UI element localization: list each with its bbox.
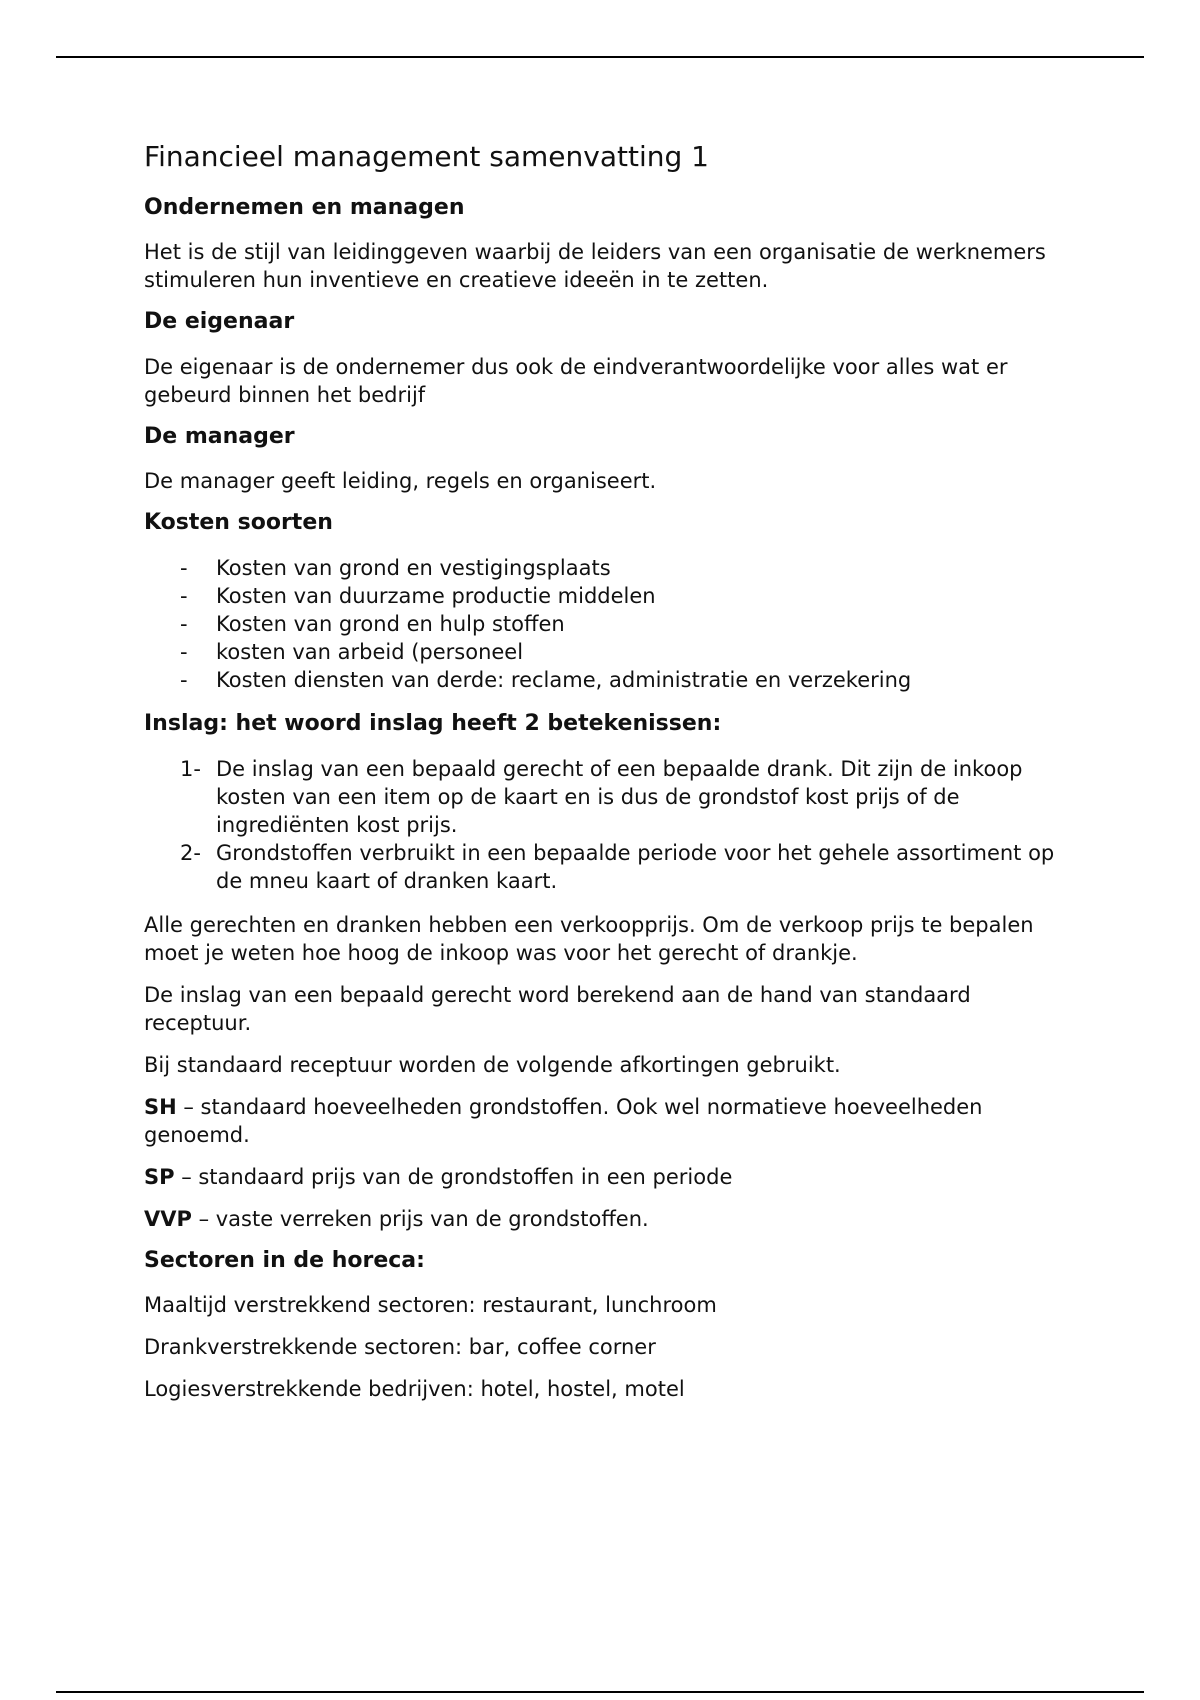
term-definition: – standaard prijs van de grondstoffen in een periode xyxy=(174,1164,733,1189)
list-item-text: Kosten van grond en vestigingsplaats xyxy=(216,555,611,580)
document-title: Financieel management samenvatting 1 xyxy=(144,140,709,173)
document-body xyxy=(144,140,1064,1417)
list-item xyxy=(144,839,1064,895)
list-item-text: De inslag van een bepaald gerecht of een bepaalde drank. Dit zijn de inkoop kosten van een item op de kaart en is dus de grondstof kost prijs of de ingrediënten kost prijs. xyxy=(216,756,1023,837)
term-sp xyxy=(144,1163,1064,1191)
list-number: 1- xyxy=(180,756,201,781)
term-sh xyxy=(144,1093,1064,1149)
list-number: 2- xyxy=(180,840,201,865)
paragraph-manager: De manager geeft leiding, regels en organiseert. xyxy=(144,469,657,494)
term-abbreviation: VVP xyxy=(144,1206,192,1231)
heading-sectoren: Sectoren in de horeca: xyxy=(144,1247,425,1273)
paragraph-eigenaar: De eigenaar is de ondernemer dus ook de eindverantwoordelijke voor alles wat er gebeurd binnen het bedrijf xyxy=(144,354,1008,407)
footer-rule xyxy=(56,1691,1144,1693)
heading-kosten: Kosten soorten xyxy=(144,510,333,536)
paragraph-ondernemen: Het is de stijl van leidinggeven waarbij de leiders van een organisatie de werknemers stimuleren hun inventieve en creatieve ideeën in te zetten. xyxy=(144,240,1046,293)
list-item xyxy=(144,638,1064,666)
bullet-dash: - xyxy=(180,583,188,608)
heading-ondernemen: Ondernemen en managen xyxy=(144,194,465,220)
list-item xyxy=(144,610,1064,638)
sector-line: Logiesverstrekkende bedrijven: hotel, hostel, motel xyxy=(144,1377,685,1402)
kosten-list xyxy=(144,554,1064,694)
header-rule xyxy=(56,56,1144,58)
term-abbreviation: SH xyxy=(144,1094,177,1119)
list-item-text: Kosten van grond en hulp stoffen xyxy=(216,611,565,636)
heading-eigenaar: De eigenaar xyxy=(144,309,295,335)
heading-inslag: Inslag: het woord inslag heeft 2 betekenissen: xyxy=(144,710,722,736)
bullet-dash: - xyxy=(180,639,188,664)
bullet-dash: - xyxy=(180,611,188,636)
heading-manager: De manager xyxy=(144,423,295,449)
sector-line: Maaltijd verstrekkend sectoren: restaurant, lunchroom xyxy=(144,1293,717,1318)
term-definition: – vaste verreken prijs van de grondstoffen. xyxy=(191,1206,649,1231)
list-item-text: Kosten diensten van derde: reclame, administratie en verzekering xyxy=(216,667,912,692)
list-item xyxy=(144,582,1064,610)
term-vvp xyxy=(144,1205,1064,1233)
inslag-list xyxy=(144,755,1064,895)
sector-line: Drankverstrekkende sectoren: bar, coffee corner xyxy=(144,1335,656,1360)
list-item-text: Grondstoffen verbruikt in een bepaalde periode voor het gehele assortiment op de mneu kaart of dranken kaart. xyxy=(216,840,1055,893)
term-abbreviation: SP xyxy=(144,1164,175,1189)
list-item xyxy=(144,554,1064,582)
paragraph-afkortingen: Bij standaard receptuur worden de volgende afkortingen gebruikt. xyxy=(144,1052,841,1077)
paragraph-verkoopprijs: Alle gerechten en dranken hebben een verkoopprijs. Om de verkoop prijs te bepalen moet je weten hoe hoog de inkoop was voor het gerecht of drankje. xyxy=(144,912,1034,965)
list-item xyxy=(144,666,1064,694)
paragraph-receptuur: De inslag van een bepaald gerecht word berekend aan de hand van standaard receptuur. xyxy=(144,982,971,1035)
term-definition: – standaard hoeveelheden grondstoffen. Ook wel normatieve hoeveelheden genoemd. xyxy=(144,1094,983,1147)
list-item-text: Kosten van duurzame productie middelen xyxy=(216,583,656,608)
list-item-text: kosten van arbeid (personeel xyxy=(216,639,524,664)
bullet-dash: - xyxy=(180,555,188,580)
bullet-dash: - xyxy=(180,667,188,692)
list-item xyxy=(144,755,1064,839)
